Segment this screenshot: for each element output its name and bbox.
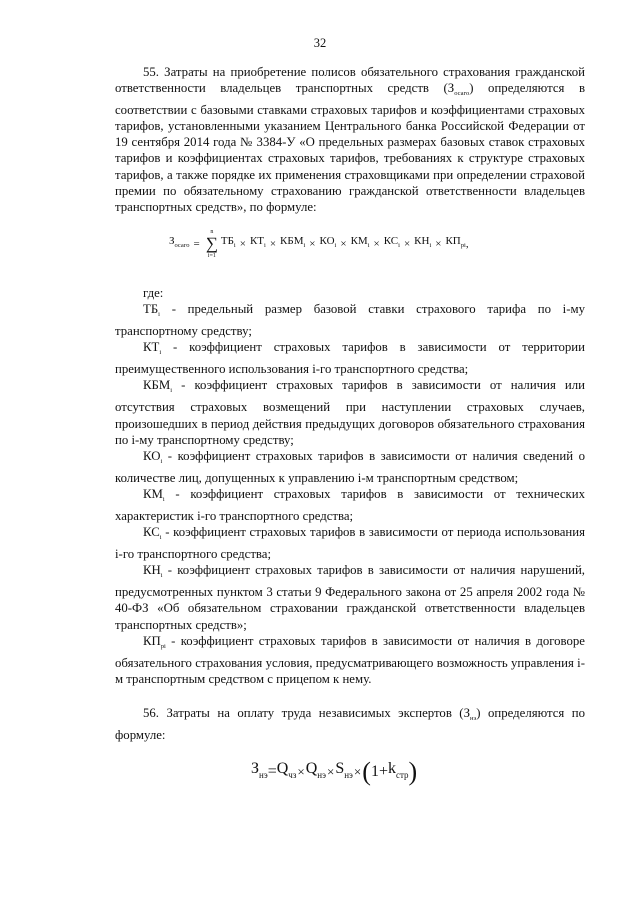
definition-kn: $КН_i$ - коэффициент страховых тарифов в зависимости от наличия нарушений, предусмотренных пунктом 3 статьи 9 Федерального закона от 25 апреля 2002 года № 40-ФЗ «Об обязательном страховании гражданской ответственности владельцев транспортных средств»; (115, 563, 585, 632)
paragraph-55 (115, 64, 585, 215)
formula-osago-lhs: $З_{осаго}$ (169, 235, 190, 250)
term-ks: $КС_i$ (383, 235, 400, 250)
term-kt: $КТ_i$ (249, 235, 266, 250)
definition-tb: $ТБ_i$ - предельный размер базовой ставки страхового тарифа по i-му транспортному средству; (115, 301, 585, 339)
times-sign: × (309, 237, 316, 250)
times-sign: × (269, 237, 277, 250)
paragraph-56-text-rest: ) определяются по формуле: (115, 705, 585, 742)
term-one: 1 (370, 763, 379, 781)
term-q-ne: $Q_{нэ}$ (305, 760, 326, 781)
times-sign: × (297, 764, 305, 780)
sum-lower-limit: i=1 (207, 252, 216, 259)
definition-kp: $КП_{рi}$ - коэффициент страховых тарифов в зависимости от наличия в договоре обязательного страхования условия, предусматривающего возможность управления i-м транспортным средством с прицепом к нему. (115, 633, 585, 686)
formula-experts-equals: = (267, 763, 277, 781)
definition-ks: $КС_i$ - коэффициент страховых тарифов в зависимости от периода использования i-го транспортного средства; (115, 525, 585, 562)
close-paren: ) (408, 757, 418, 787)
paragraph-55-subscript: осаго (454, 90, 470, 98)
sum-sign (206, 228, 218, 260)
plus-sign: + (378, 763, 388, 781)
formula-osago-body (169, 228, 469, 260)
page-number: 32 (313, 36, 327, 50)
where-label: где: (143, 285, 164, 300)
times-sign: × (353, 764, 362, 780)
term-ko: $КО_i$ (319, 235, 337, 250)
definition-kt: $КТ_i$ - коэффициент страховых тарифов в зависимости от территории преимущественного использования i-го транспортного средства; (115, 340, 585, 377)
times-sign: × (403, 237, 411, 250)
definition-kbm: $КБМ_i$ - коэффициент страховых тарифов в зависимости от наличия или отсутствия страховых возмещений при наступлении страховых случаев, произошедших в период действия предыдущих договоров обязательного страхования по i-му транспортному средству; (115, 378, 585, 447)
times-sign: × (239, 237, 246, 250)
formula-osago-equals: = (193, 237, 200, 250)
times-sign: × (326, 764, 335, 780)
term-tb: $ТБ_i$ (220, 235, 236, 250)
term-km: $КМ_i$ (350, 235, 370, 250)
term-kn: $КН_i$ (414, 235, 432, 250)
paragraph-55-text-rest: ) определяются в соответствии с базовыми ставками страховых тарифов и коэффициентами страховых тарифов, установленными указанием Центрального банка Российской Федерации от 19 сентября 2014 года № 3384-У «О предельных размерах базовых ставок страховых тарифов и коэффициентах страховых тарифов, требованиях к структуре страховых тарифов, а также порядке их применения страховщиками при определении страховой премии по обязательному страхованию гражданской ответственности владельцев транспортных средств», по формуле: (115, 81, 585, 214)
definition-km: $КМ_i$ - коэффициент страховых тарифов в зависимости от технических характеристик i-го транспортного средства; (115, 486, 585, 523)
open-paren: ( (362, 757, 371, 787)
document-body (115, 64, 585, 799)
times-sign: × (435, 237, 442, 250)
paragraph-56 (115, 705, 585, 743)
paragraph-55-text: 55. Затраты на приобретение полисов обязательного страхования гражданской ответственности владельцев транспортных средств (З (115, 65, 585, 96)
term-kp: $КП_{рi}$ (445, 235, 466, 250)
times-sign: × (340, 237, 347, 250)
definition-ko: $КО_i$ - коэффициент страховых тарифов в зависимости от наличия сведений о количестве лиц, допущенных к управлению i-м транспортным средством; (115, 448, 585, 485)
term-k-str: $k_{стр}$ (387, 760, 409, 781)
formula-experts-lhs: $З_{нэ}$ (251, 760, 268, 781)
formula-experts (115, 749, 585, 799)
sigma-icon: ∑ (205, 233, 218, 253)
sum-upper-limit: n (210, 228, 214, 235)
term-kbm: $КБМ_i$ (280, 235, 306, 250)
term-q-chz: $Q_{чз}$ (276, 760, 297, 781)
formula-experts-body (251, 757, 418, 787)
paragraph-56-subscript: нэ (469, 714, 477, 722)
times-sign: × (373, 237, 380, 250)
formula-osago-comma: , (465, 237, 469, 250)
formula-osago (115, 221, 585, 263)
term-s-ne: $S_{нэ}$ (335, 760, 353, 781)
paragraph-56-text: 56. Затраты на оплату труда независимых экспертов (З (143, 705, 470, 720)
